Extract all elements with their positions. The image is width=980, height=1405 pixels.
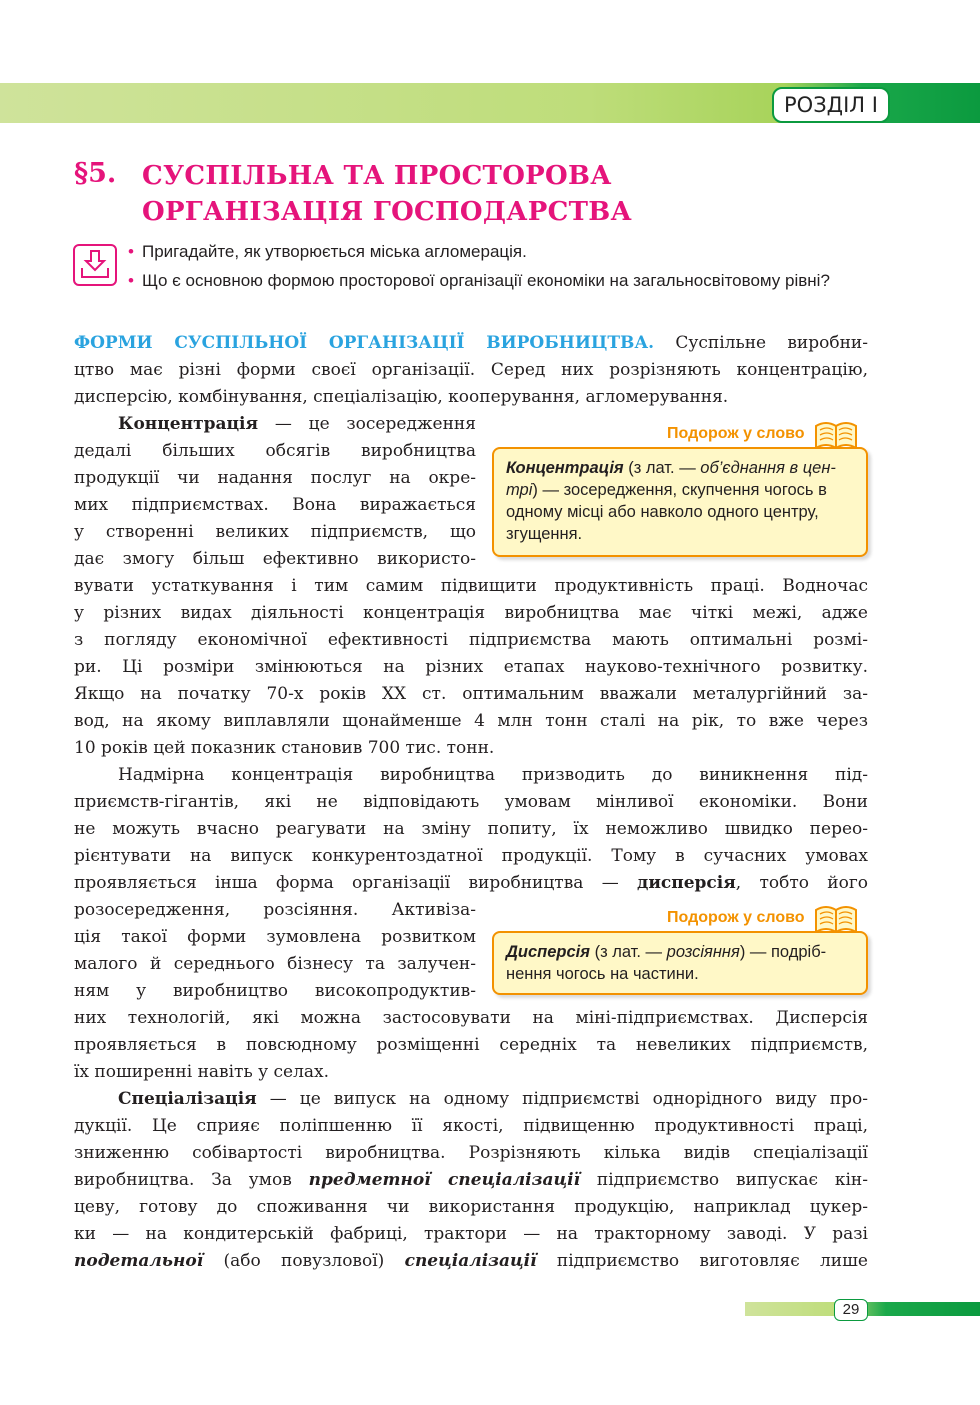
term-specialization: Спеціалізація [118, 1089, 257, 1109]
open-book-icon [814, 418, 858, 450]
definition-box-dispersion: Дисперсія (з лат. — розсіяння) — подріб- нення чогось на частини. [492, 931, 868, 995]
specialization-paragraph: Спеціалізація — це випуск на одному підприємстві однорідного виду про- дукції. Це сприяє поліпшенню її якості, підвищенню продуктивності праці, зниженню собівартості виробництва. Розрізняють кілька видів спеціалізації виробництва. За умов предметної спеціалізації підприємство випускає кін- цеву, готову до споживання чи використання продукцію, наприклад цукер- ки — на кондитерській фабриці, трактори — на тракторному заводі. У разі подетальної (або повузлової) спеціалізації підприємство виготовляє лише [74, 1089, 868, 1271]
box-label: Подорож у слово [667, 909, 805, 926]
page-number: 29 [834, 1299, 868, 1321]
recall-questions [128, 240, 873, 298]
intro-paragraph: ФОРМИ СУСПІЛЬНОЇ ОРГАНІЗАЦІЇ ВИРОБНИЦТВА. Суспільне виробни- цтво має різні форми своєї організації. Серед них розрізняють концентрацію, дисперсію, комбінування, спеціалізацію, кооперування, агломерування. [74, 333, 868, 407]
definition-box-concentration: Концентрація (з лат. — об’єднання в цен- трі) — зосередження, скупчення чогось в одному місці або навколо одного центру, згущення. [492, 447, 868, 557]
recall-item: • Що є основною формою просторової організації економіки на загальносвітовому рівні? [128, 269, 873, 292]
download-tray-icon [73, 244, 117, 286]
section-tab: РОЗДІЛ І [772, 87, 890, 123]
section-heading: ФОРМИ СУСПІЛЬНОЇ ОРГАНІЗАЦІЇ ВИРОБНИЦТВА. [74, 333, 655, 353]
term-concentration: Концентрація [118, 414, 259, 434]
dispersion-paragraph-cont: них технологій, які можна застосовувати на міні-підприємствах. Дисперсія проявляється в повсюдному розміщенні середніх та невеликих підприємств, їх поширенні навіть у селах. [74, 1008, 868, 1082]
open-book-icon [814, 902, 858, 934]
term-dispersion: дисперсія [636, 873, 736, 893]
paragraph-number: §5. [74, 158, 117, 189]
box-label: Подорож у слово [667, 425, 805, 442]
recall-item: • Пригадайте, як утворюється міська агломерація. [128, 240, 873, 263]
concentration-paragraph-cont: вувати устаткування і тим самим підвищити продуктивність праці. Водночас у різних видах діяльності концентрація виробництва має чіткі межі, адже з погляду економічної ефективності підприємства мають оптимальні розмі- ри. Ці розміри змінюються на різних етапах науково-технічного розвитку. Якщо на початку 70-х років ХХ ст. оптимальним вважали металургійний за- вод, на якому виплавляли щонайменше 4 млн тонн сталі на рік, то вже через 10 років цей показник становив 700 тис. тонн. [74, 576, 868, 758]
page-title: СУСПІЛЬНА ТА ПРОСТОРОВА ОРГАНІЗАЦІЯ ГОСПОДАРСТВА [142, 161, 632, 227]
dispersion-paragraph-left: розосередження, розсіяння. Активіза- ція такої форми зумовлена розвитком малого й середнього бізнесу та залучен- ням у виробництво високопродуктив- [74, 900, 476, 1001]
dispersion-paragraph: Надмірна концентрація виробництва призводить до виникнення під- приємств-гігантів, які не відповідають умовам мінливої економіки. Вони не можуть вчасно реагувати на зміну попиту, їх неможливо швидко перео- рієнтувати на випуск конкурентоздатної продукції. Тому в сучасних умовах проявляється інша форма організації виробництва — дисперсія, тобто його [74, 765, 868, 893]
concentration-paragraph: Концентрація — це зосередження дедалі більших обсягів виробництва продукції чи надання послуг на окре- мих підприємствах. Вона виражається у створенні великих підприємств, що дає змогу більш ефективно використо- [74, 414, 476, 569]
